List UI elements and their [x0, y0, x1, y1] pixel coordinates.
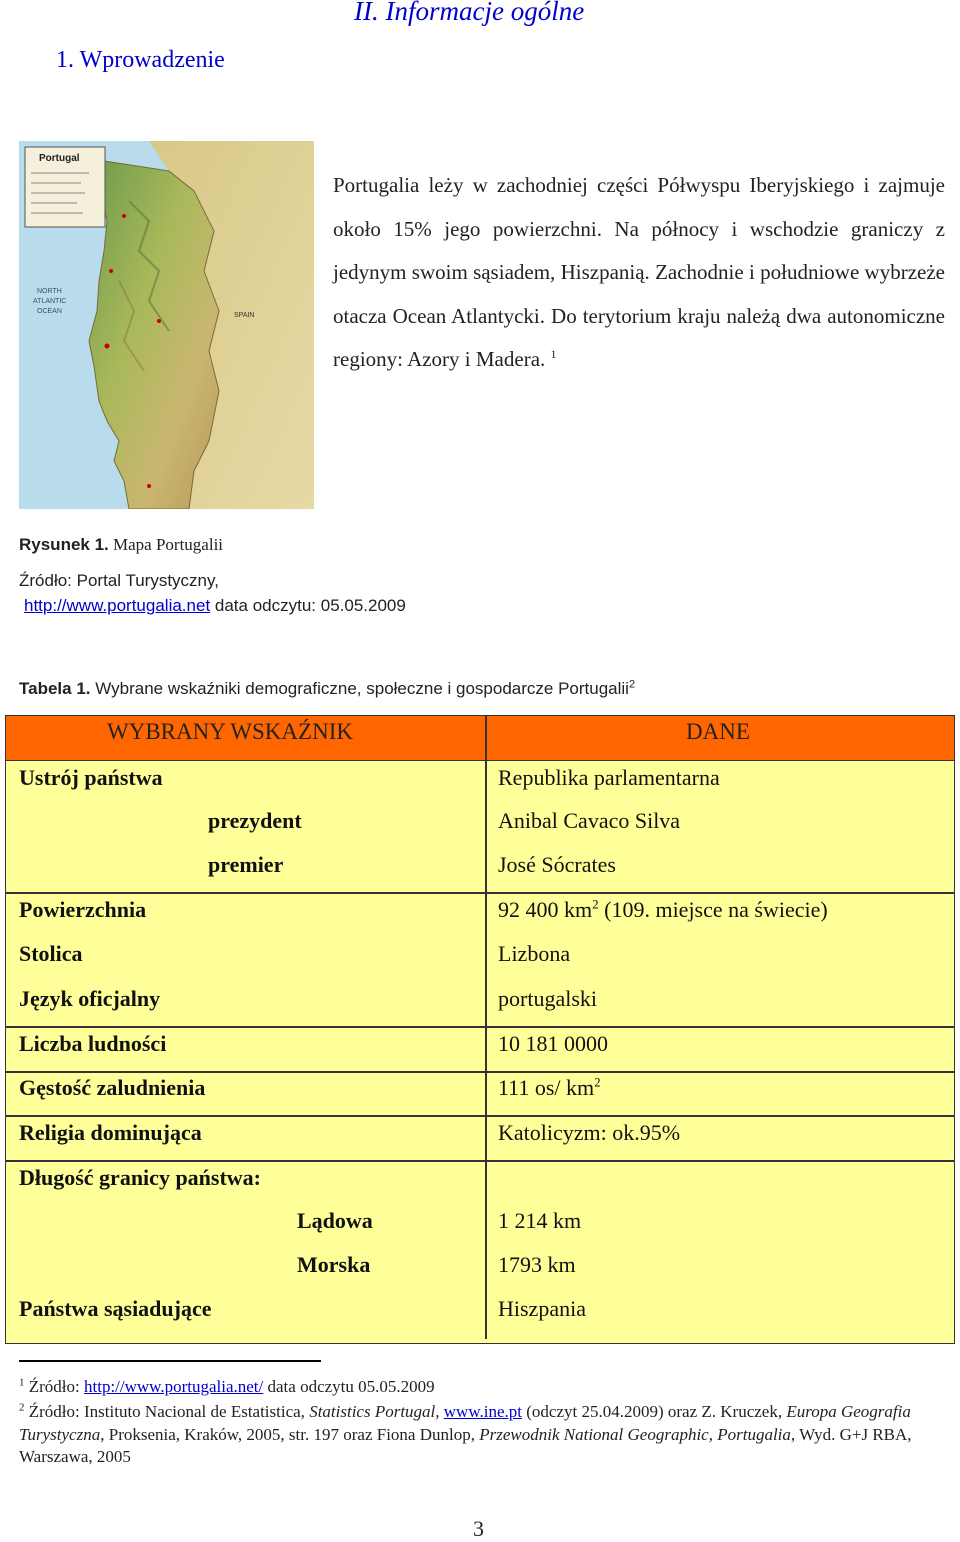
footnote-1-date: data odczytu 05.05.2009 [263, 1377, 435, 1396]
row-value-premier: José Sócrates [498, 852, 616, 877]
footnote-2-part3: (odczyt 25.04.2009) oraz Z. Kruczek, [522, 1402, 787, 1421]
figure-caption-label: Rysunek 1. [19, 535, 109, 554]
footnote-1-link[interactable]: http://www.portugalia.net/ [84, 1377, 264, 1396]
row-label-ladowa: Lądowa [297, 1208, 373, 1233]
column-separator [485, 716, 487, 1339]
row-divider [6, 1115, 954, 1117]
row-label-sasiedzi: Państwa sąsiadujące [19, 1296, 212, 1321]
figure-caption-text: Mapa Portugalii [108, 535, 224, 554]
footnote-2-link[interactable]: www.ine.pt [443, 1402, 522, 1421]
footnote-ref-1[interactable]: 1 [550, 347, 557, 361]
footnote-2-italic2: Europa Geografia Turystyczna [19, 1402, 911, 1444]
footnote-1-text: Źródło: [24, 1377, 84, 1396]
page-number: 3 [473, 1516, 484, 1541]
map-label-ocean-3: OCEAN [37, 308, 62, 315]
row-value-ustroj: Republika parlamentarna [498, 765, 720, 790]
indicators-table [5, 715, 955, 1344]
figure-source-line [24, 596, 406, 616]
footnote-2-part4: , Proksenia, Kraków, 2005, str. 197 oraz Fiona Dunlop, [100, 1424, 480, 1444]
map-label-spain: SPAIN [234, 312, 255, 319]
row-value-religia: Katolicyzm: ok.95% [498, 1120, 681, 1145]
header-indicator: WYBRANY WSKAŹNIK [107, 719, 353, 744]
table-caption-text: Wybrane wskaźniki demograficzne, społeczne i gospodarcze Portugalii [90, 679, 629, 698]
row-label-prezydent: prezydent [208, 808, 302, 833]
row-value-jezyk: portugalski [498, 986, 597, 1011]
footnote-2-part1: Źródło: Instituto Nacional de Estatistica, [24, 1402, 310, 1421]
row-value-sasiedzi: Hiszpania [498, 1296, 586, 1321]
row-label-ludnosc: Liczba ludności [19, 1031, 167, 1056]
footnote-ref-2[interactable]: 2 [628, 678, 636, 691]
powierzchnia-rank: (109. miejsce na świecie) [598, 897, 828, 922]
table-caption [19, 679, 635, 699]
gestosc-sup: 2 [594, 1074, 601, 1090]
footnote-2-italic3: Przewodnik National Geographic, Portugalia [479, 1424, 791, 1444]
footnote-2-number: 2 [19, 1401, 25, 1414]
table-header [6, 716, 954, 761]
table-caption-label: Tabela 1. [19, 679, 91, 698]
header-data: DANE [686, 719, 750, 744]
row-label-gestosc: Gęstość zaludnienia [19, 1075, 206, 1100]
figure-source-date: data odczytu: 05.05.2009 [210, 596, 406, 615]
row-divider [6, 1026, 954, 1028]
row-label-morska: Morska [297, 1252, 371, 1277]
row-label-religia: Religia dominująca [19, 1120, 202, 1145]
map-label-ocean-2: ATLANTIC [33, 298, 67, 305]
footnote-2-part5: , Wyd. G+J RBA, Warszawa, 2005 [19, 1424, 912, 1466]
row-label-premier: premier [208, 852, 284, 877]
row-label-jezyk: Język oficjalny [19, 986, 161, 1011]
intro-text: Portugalia leży w zachodniej części Półwyspu Iberyjskiego i zajmuje około 15% jego powierzchni. Na północy i wschodzie graniczy z jedynym swoim sąsiadem, Hiszpanią. Zachodnie i południowe wybrzeże otacza Ocean Atlantycki. Do terytorium kraju należą dwa autonomiczne regiony: Azory i Madera. [333, 173, 945, 371]
row-label-granica: Długość granicy państwa: [19, 1165, 262, 1190]
figure-source-link[interactable]: http://www.portugalia.net [24, 596, 211, 615]
footnote-2-italic1: Statistics Portugal, [309, 1402, 440, 1421]
footnote-1-number: 1 [19, 1376, 25, 1389]
map-label-ocean-1: NORTH [37, 288, 62, 295]
section-title: II. Informacje ogólne [354, 0, 585, 26]
footnote-rule [19, 1360, 321, 1362]
row-divider [6, 892, 954, 894]
row-value-ladowa: 1 214 km [498, 1208, 582, 1233]
row-value-powierzchnia [498, 897, 828, 923]
row-value-stolica: Lizbona [498, 941, 571, 966]
subsection-title: 1. Wprowadzenie [56, 47, 225, 73]
figure-source: Źródło: Portal Turystyczny, [19, 571, 219, 590]
figure-caption [19, 535, 223, 555]
row-divider [6, 1071, 954, 1073]
row-value-ludnosc: 10 181 0000 [498, 1031, 608, 1056]
gestosc-number: 111 os/ km [498, 1075, 595, 1100]
footnote-2 [19, 1401, 949, 1469]
map-title: Portugal [39, 153, 80, 164]
row-label-powierzchnia: Powierzchnia [19, 897, 147, 922]
row-label-ustroj: Ustrój państwa [19, 765, 163, 790]
row-divider [6, 1160, 954, 1162]
row-value-gestosc [498, 1075, 601, 1101]
intro-paragraph [333, 164, 945, 382]
row-label-stolica: Stolica [19, 941, 83, 966]
powierzchnia-sup: 2 [592, 896, 599, 912]
row-value-prezydent: Anibal Cavaco Silva [498, 808, 681, 833]
powierzchnia-number: 92 400 km [498, 897, 593, 922]
row-value-morska: 1793 km [498, 1252, 576, 1277]
footnote-1 [19, 1376, 949, 1399]
portugal-map-image [19, 141, 314, 509]
